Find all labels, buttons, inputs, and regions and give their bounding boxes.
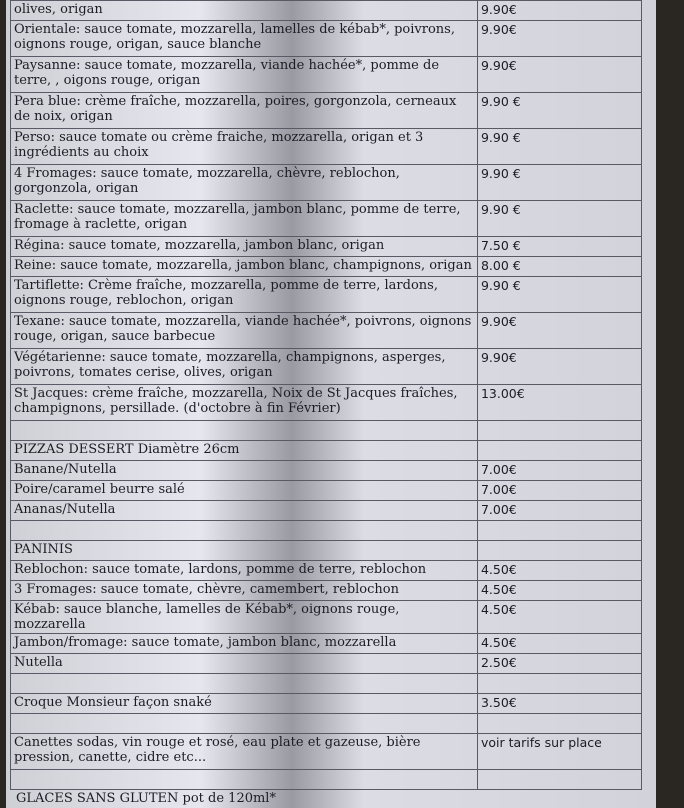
menu-row <box>11 674 642 694</box>
menu-item-price: 4.50€ <box>477 601 641 634</box>
menu-item-description: Ananas/Nutella <box>11 501 478 521</box>
menu-row <box>11 201 642 237</box>
menu-item-price <box>477 441 641 461</box>
menu-row <box>11 313 642 349</box>
menu-row <box>11 1 642 21</box>
menu-item-price <box>477 770 641 790</box>
menu-row <box>11 501 642 521</box>
menu-item-price: 13.00€ <box>477 385 641 421</box>
menu-item-description: PIZZAS DESSERT Diamètre 26cm <box>11 441 478 461</box>
menu-item-price: 7.50 € <box>477 237 641 257</box>
menu-row <box>11 714 642 734</box>
menu-item-price: 9.90 € <box>477 129 641 165</box>
menu-item-price: 9.90€ <box>477 57 641 93</box>
menu-item-price: voir tarifs sur place <box>477 734 641 770</box>
menu-row <box>11 441 642 461</box>
menu-item-price <box>477 674 641 694</box>
menu-row <box>11 521 642 541</box>
menu-item-price <box>477 521 641 541</box>
menu-item-description <box>11 714 478 734</box>
menu-item-price: 9.90€ <box>477 349 641 385</box>
menu-item-price: 3.50€ <box>477 694 641 714</box>
menu-item-description <box>11 674 478 694</box>
menu-row <box>11 165 642 201</box>
menu-item-description: Perso: sauce tomate ou crème fraiche, mozzarella, origan et 3 ingrédients au choix <box>11 129 478 165</box>
menu-item-price: 4.50€ <box>477 634 641 654</box>
menu-row <box>11 57 642 93</box>
menu-row <box>11 561 642 581</box>
menu-row <box>11 21 642 57</box>
menu-row <box>11 257 642 277</box>
menu-item-description: Tartiflette: Crème fraîche, mozzarella, pomme de terre, lardons, oignons rouge, reblochon, origan <box>11 277 478 313</box>
menu-item-price <box>477 541 641 561</box>
menu-item-description <box>11 770 478 790</box>
menu-item-description: Canettes sodas, vin rouge et rosé, eau plate et gazeuse, bière pression, canette, cidre etc... <box>11 734 478 770</box>
menu-row <box>11 461 642 481</box>
menu-item-description: Nutella <box>11 654 478 674</box>
menu-item-description: Texane: sauce tomate, mozzarella, viande hachée*, poivrons, oignons rouge, origan, sauce barbecue <box>11 313 478 349</box>
menu-item-description: Kébab: sauce blanche, lamelles de Kébab*, oignons rouge, mozzarella <box>11 601 478 634</box>
menu-item-price: 7.00€ <box>477 481 641 501</box>
menu-row <box>11 581 642 601</box>
menu-item-description: St Jacques: crème fraîche, mozzarella, Noix de St Jacques fraîches, champignons, persillade. (d'octobre à fin Février) <box>11 385 478 421</box>
menu-item-price: 9.90€ <box>477 313 641 349</box>
menu-row <box>11 734 642 770</box>
menu-item-price: 9.90 € <box>477 93 641 129</box>
menu-row <box>11 654 642 674</box>
menu-row <box>11 694 642 714</box>
menu-table <box>10 0 642 790</box>
menu-item-price: 8.00 € <box>477 257 641 277</box>
menu-paper <box>6 0 656 808</box>
menu-item-price: 2.50€ <box>477 654 641 674</box>
menu-row <box>11 237 642 257</box>
menu-item-description: PANINIS <box>11 541 478 561</box>
menu-item-description: Reblochon: sauce tomate, lardons, pomme de terre, reblochon <box>11 561 478 581</box>
menu-item-price: 9.90 € <box>477 165 641 201</box>
menu-item-description <box>11 521 478 541</box>
menu-row <box>11 421 642 441</box>
menu-row <box>11 481 642 501</box>
menu-item-price: 9.90 € <box>477 277 641 313</box>
menu-item-description: Pera blue: crème fraîche, mozzarella, poires, gorgonzola, cerneaux de noix, origan <box>11 93 478 129</box>
menu-body <box>11 1 642 790</box>
menu-row <box>11 634 642 654</box>
menu-item-price: 9.90€ <box>477 1 641 21</box>
menu-row <box>11 129 642 165</box>
menu-item-price: 9.90€ <box>477 21 641 57</box>
menu-item-price <box>477 714 641 734</box>
menu-item-price: 4.50€ <box>477 561 641 581</box>
menu-row <box>11 349 642 385</box>
menu-item-description: Banane/Nutella <box>11 461 478 481</box>
menu-item-description: Jambon/fromage: sauce tomate, jambon blanc, mozzarella <box>11 634 478 654</box>
menu-item-price: 4.50€ <box>477 581 641 601</box>
menu-item-description: Végétarienne: sauce tomate, mozzarella, champignons, asperges, poivrons, tomates cerise, olives, origan <box>11 349 478 385</box>
menu-row <box>11 93 642 129</box>
menu-row <box>11 277 642 313</box>
menu-item-description: Croque Monsieur façon snaké <box>11 694 478 714</box>
menu-item-price: 7.00€ <box>477 501 641 521</box>
menu-row <box>11 770 642 790</box>
menu-item-description: Paysanne: sauce tomate, mozzarella, viande hachée*, pomme de terre, , oigons rouge, origan <box>11 57 478 93</box>
menu-item-description: Orientale: sauce tomate, mozzarella, lamelles de kébab*, poivrons, oignons rouge, origan, sauce blanche <box>11 21 478 57</box>
menu-item-description: 3 Fromages: sauce tomate, chèvre, camembert, reblochon <box>11 581 478 601</box>
menu-item-price <box>477 421 641 441</box>
menu-item-description: Poire/caramel beurre salé <box>11 481 478 501</box>
menu-item-description: 4 Fromages: sauce tomate, mozzarella, chèvre, reblochon, gorgonzola, origan <box>11 165 478 201</box>
menu-row <box>11 541 642 561</box>
menu-item-price: 7.00€ <box>477 461 641 481</box>
menu-item-price: 9.90 € <box>477 201 641 237</box>
menu-item-description: olives, origan <box>11 1 478 21</box>
menu-item-description: Reine: sauce tomate, mozzarella, jambon blanc, champignons, origan <box>11 257 478 277</box>
menu-row <box>11 385 642 421</box>
menu-item-description <box>11 421 478 441</box>
glaces-heading: GLACES SANS GLUTEN pot de 120ml* <box>16 791 276 806</box>
menu-row <box>11 601 642 634</box>
menu-item-description: Régina: sauce tomate, mozzarella, jambon blanc, origan <box>11 237 478 257</box>
menu-item-description: Raclette: sauce tomate, mozzarella, jambon blanc, pomme de terre, fromage à raclette, origan <box>11 201 478 237</box>
